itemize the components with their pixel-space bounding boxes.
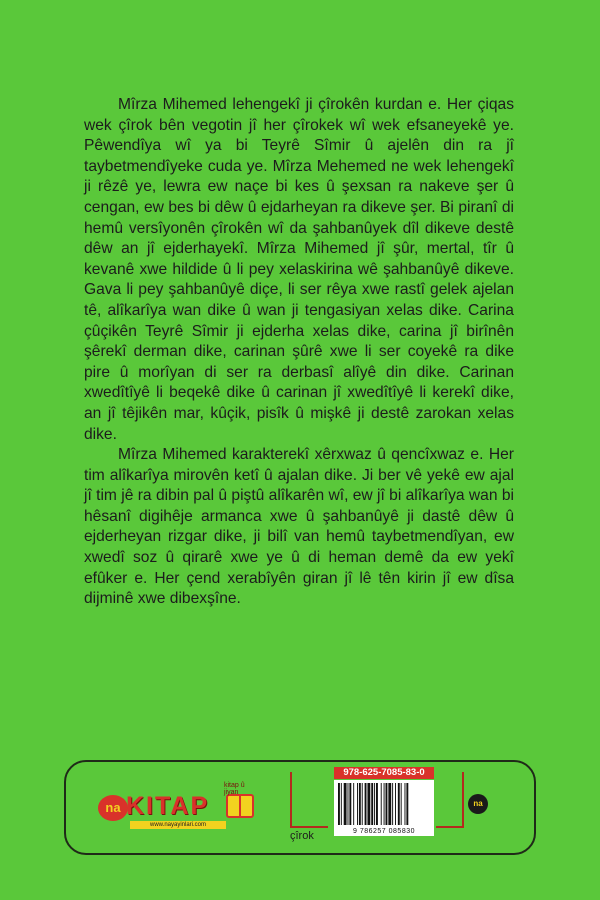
barcode-bar [357, 783, 358, 825]
isbn-number: 978-625-7085-83-0 [334, 767, 434, 779]
barcode [334, 780, 434, 836]
barcode-bar [395, 783, 396, 825]
barcode-bar [341, 783, 342, 825]
logo-na-mark: na [98, 795, 128, 821]
barcode-bar [367, 783, 370, 825]
barcode-bar [398, 783, 400, 825]
barcode-bar [386, 783, 388, 825]
footer-panel [64, 760, 536, 855]
publisher-logo [98, 782, 258, 830]
blurb-text [84, 95, 514, 610]
genre-label: çîrok [290, 830, 314, 842]
barcode-digits: 9 786257 085830 [353, 828, 415, 835]
barcode-bar [365, 783, 367, 825]
barcode-bars [334, 780, 434, 828]
barcode-bar [362, 783, 363, 825]
barcode-bar [353, 783, 354, 825]
barcode-bar [388, 783, 391, 825]
barcode-bar [348, 783, 349, 825]
barcode-bar [405, 783, 406, 825]
barcode-bar [381, 783, 382, 825]
barcode-bar [401, 783, 402, 825]
publisher-emblem: na [468, 794, 488, 814]
barcode-bar [338, 783, 340, 825]
logo-wordmark: KITAP [126, 792, 210, 820]
barcode-bar [406, 783, 408, 825]
blurb-paragraph-2: Mîrza Mihemed karakterekî xêrxwaz û qencîxwaz e. Her tim alîkarîya mirovên ketî û ajalan dike. Ji ber vê yekê ew ajal jî tim jê ra dibin pal û piştû alîkarên wî, ew jî bi alîkarîya wan bi hêsanî digihêje armanca xwe û şahbanûyê ji dastê dêw û ejderheyan rizgar dike, ji bilî van hemû taybetmendîyan, ew xwedî soz û qirarê xwe ye û di heman demê da ew yekî efûker e. Her çend xerabîyên giran jî lê tên kirin jî ew dîsa dijminê xwe dibexşîne. [84, 446, 514, 608]
logo-url: www.nayayinlari.com [130, 821, 226, 829]
left-bracket-decoration [290, 772, 328, 828]
barcode-bar [359, 783, 361, 825]
barcode-bar [376, 783, 378, 825]
logo-tagline: kitap û jiyan [224, 782, 245, 796]
book-icon [226, 794, 254, 818]
blurb-paragraph-1: Mîrza Mihemed lehengekî ji çîrokên kurdan e. Her çiqas wek çîrok bên vegotin jî her çîrokek wî wek efsaneyekê ye. Pêwendîya wî ya bi Teyrê Sîmir û ajelên din ra jî taybetmendîyeke cuda ye. Mîrza Mehemed ne wek lehengekî ji rêzê ye, lewra ew naçe bi kes û şexsan ra nakeve şer û cengan, ew bes bi dêw û ejdarheyan ra dikeve şer. Bi piranî di hemû versîyonên çîrokên wî da şahbanûyek dîl dikeve destê dêw an jî ejderhayekî. Mîrza Mihemed jî şûr, mertal, tîr û kevanê xwe hildide û li pey xelaskirina wê şahbanûyê dikeve. Gava li pey şahbanûyê diçe, li ser rêya xwe rastî gelek ajelan tê, alîkarîya wan dike û wan ji tengasiyan xelas dike. Carina çûçikên Teyrê Sîmir ji ejderha xelas dike, carina jî birînên şêrekî derman dike, carinan şûrê xwe li ser coyekê ra dike pire û morîyan di ser ra derbasî alîyê din dike. Carinan xwedîtîyê li beqekê dike û carinan jî xwedîtîyê li kerekî dike, an jî têjikên mar, kûçik, pisîk û mişkê ji destê zarokan xelas dike. [84, 96, 514, 443]
barcode-bar [384, 783, 385, 825]
barcode-bar [371, 783, 373, 825]
barcode-bar [349, 783, 351, 825]
barcode-bar [374, 783, 375, 825]
right-bracket-decoration [436, 772, 464, 828]
barcode-bar [344, 783, 347, 825]
barcode-bar [392, 783, 393, 825]
